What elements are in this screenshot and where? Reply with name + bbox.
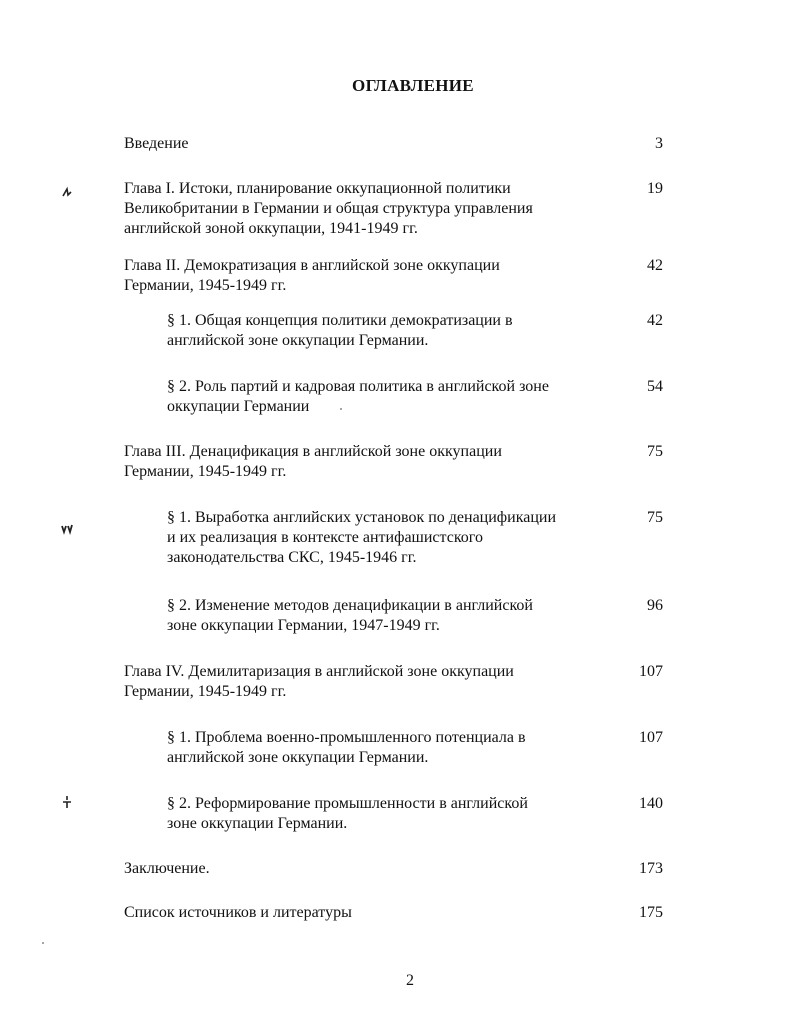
toc-entry <box>124 662 514 702</box>
toc-line: § 1. Общая концепция политики демократизации в <box>167 312 513 329</box>
page-number: 2 <box>406 972 414 989</box>
toc-entry <box>167 377 549 417</box>
toc-line: Заключение. <box>124 860 210 877</box>
toc-line: Список источников и литературы <box>124 904 352 921</box>
scan-speck <box>340 408 342 410</box>
toc-page-number: 175 <box>639 904 663 921</box>
toc-page-number: 107 <box>639 729 663 746</box>
toc-entry <box>124 179 533 239</box>
toc-entry-text <box>167 311 513 351</box>
toc-line: английской зоной оккупации, 1941-1949 гг. <box>124 220 418 237</box>
toc-line: английской зоне оккупации Германии. <box>167 332 429 349</box>
toc-entry <box>167 508 556 568</box>
toc-entry <box>124 903 352 923</box>
toc-entry <box>167 311 513 351</box>
toc-page-number: 140 <box>639 795 663 812</box>
toc-entry-text <box>167 508 556 568</box>
toc-line: зоне оккупации Германии, 1947-1949 гг. <box>167 617 440 634</box>
toc-page-number: 75 <box>647 509 663 526</box>
toc-entry-text <box>124 662 514 702</box>
toc-line: зоне оккупации Германии. <box>167 815 348 832</box>
toc-line: Глава I. Истоки, планирование оккупационной политики <box>124 180 511 197</box>
toc-line: § 2. Реформирование промышленности в английской <box>167 795 528 812</box>
toc-entry <box>124 859 210 879</box>
toc-entry <box>124 256 500 296</box>
toc-line: и их реализация в контексте антифашистского <box>167 529 483 546</box>
toc-line: Германии, 1945-1949 гг. <box>124 277 287 294</box>
toc-page-number: 19 <box>647 180 663 197</box>
toc-line: Глава III. Денацификация в английской зоне оккупации <box>124 443 502 460</box>
toc-page-number: 42 <box>647 257 663 274</box>
toc-page-number: 96 <box>647 597 663 614</box>
toc-entry-text <box>124 859 210 879</box>
toc-entry-text <box>167 596 533 636</box>
toc-entry-text <box>124 134 189 154</box>
scan-speck <box>42 942 44 944</box>
toc-entry-text <box>167 377 549 417</box>
toc-page-number: 173 <box>639 860 663 877</box>
toc-line: § 1. Проблема военно-промышленного потенциала в <box>167 729 526 746</box>
toc-line: Введение <box>124 135 189 152</box>
toc-entry <box>124 134 189 154</box>
toc-entry-text <box>124 179 533 239</box>
toc-entry <box>167 728 526 768</box>
toc-line: Глава II. Демократизация в английской зоне оккупации <box>124 257 500 274</box>
toc-line: оккупации Германии <box>167 398 310 415</box>
toc-line: § 2. Изменение методов денацификации в английской <box>167 597 533 614</box>
toc-line: законодательства СКС, 1945-1946 гг. <box>167 549 417 566</box>
toc-entry-text <box>167 794 528 834</box>
toc-page-number: 54 <box>647 378 663 395</box>
toc-entry <box>167 596 533 636</box>
toc-page-number: 75 <box>647 443 663 460</box>
toc-entry <box>124 442 502 482</box>
toc-entry-text <box>124 903 352 923</box>
toc-entry-text <box>124 442 502 482</box>
toc-page-number: 42 <box>647 312 663 329</box>
toc-line: § 1. Выработка английских установок по денацификации <box>167 509 557 526</box>
toc-line: Великобритании в Германии и общая структура управления <box>124 200 533 217</box>
toc-line: § 2. Роль партий и кадровая политика в английской зоне <box>167 378 549 395</box>
toc-page-number: 107 <box>639 663 663 680</box>
toc-line: Германии, 1945-1949 гг. <box>124 463 287 480</box>
scan-artifact-mark <box>60 794 74 810</box>
scan-artifact-mark <box>60 523 76 535</box>
toc-page-number: 3 <box>655 135 663 152</box>
toc-line: английской зоне оккупации Германии. <box>167 749 429 766</box>
scan-artifact-mark <box>60 186 74 200</box>
toc-entry-text <box>124 256 500 296</box>
toc-line: Глава IV. Демилитаризация в английской зоне оккупации <box>124 663 514 680</box>
toc-entry <box>167 794 528 834</box>
toc-line: Германии, 1945-1949 гг. <box>124 683 287 700</box>
toc-entry-text <box>167 728 526 768</box>
page-title: ОГЛАВЛЕНИЕ <box>352 76 474 95</box>
